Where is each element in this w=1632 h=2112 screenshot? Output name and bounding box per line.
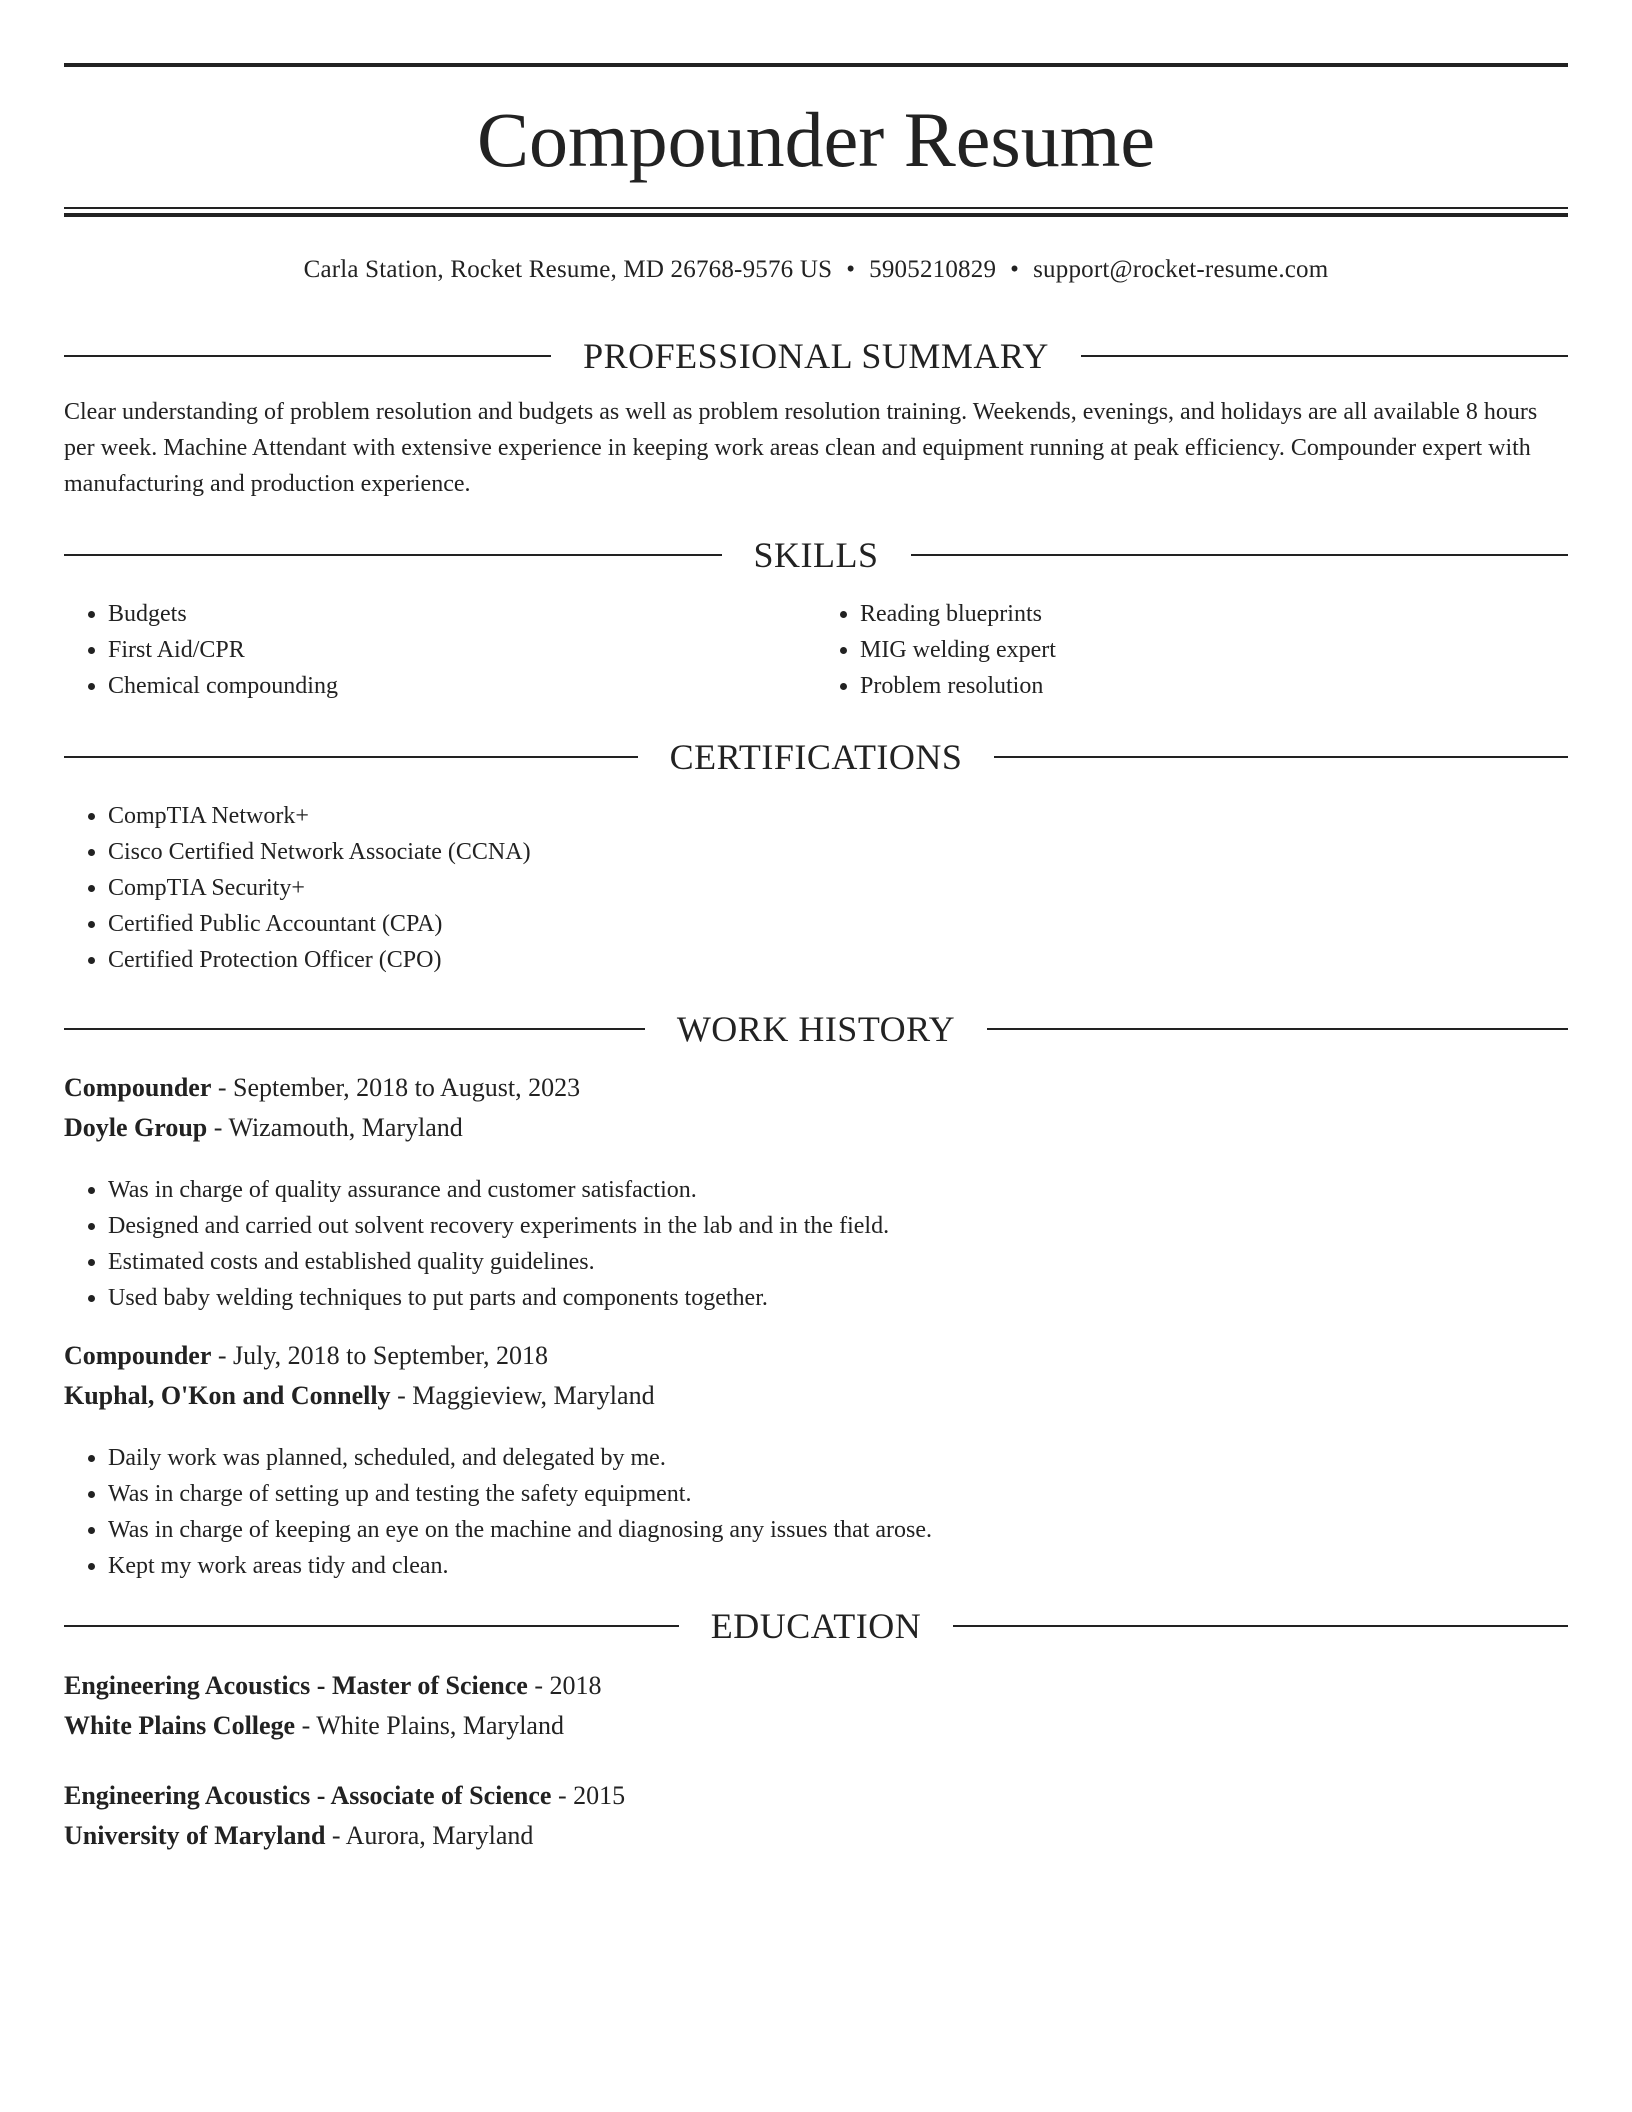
section-title: CERTIFICATIONS [669, 737, 963, 777]
summary-text: Clear understanding of problem resolution and budgets as well as problem resolution training. Weekends, evenings, and holidays are all available 8 hours per week. Machine Attendant with extensive experience in keeping work areas clean and equipment running at peak efficiency. Compounder expert with manufacturing and production experience. [64, 399, 1538, 497]
skills-list-left [64, 596, 816, 704]
job-title-line [64, 1068, 1568, 1108]
job-bullets [64, 1172, 1568, 1316]
job-company: Doyle Group [64, 1113, 208, 1142]
heading-rule-right [987, 1028, 1568, 1030]
education-degree-line [64, 1666, 1568, 1706]
contact-separator: • [846, 256, 856, 283]
section-heading-education [64, 1604, 1568, 1648]
education-entry [64, 1776, 1568, 1856]
education-degree-line [64, 1776, 1568, 1816]
heading-rule-right [911, 554, 1569, 556]
certifications-block [64, 798, 1568, 978]
job-location: - Wizamouth, Maryland [207, 1113, 463, 1142]
job-bullet: • Kept my work areas tidy and clean. [108, 1548, 1568, 1584]
heading-rule-left [64, 554, 722, 556]
job-bullet: • Estimated costs and established quality guidelines. [108, 1244, 1568, 1280]
skills-list-right [816, 596, 1568, 704]
title-double-rule [64, 207, 1568, 217]
contact-email: support@rocket-resume.com [1033, 256, 1329, 283]
section-heading-skills [64, 533, 1568, 577]
job-bullet: • Daily work was planned, scheduled, and delegated by me. [108, 1440, 1568, 1476]
skill-item: • Reading blueprints [860, 596, 1568, 632]
resume-title: Compounder Resume [476, 96, 1156, 183]
certification-item: • CompTIA Security+ [108, 870, 1568, 906]
skill-item: • First Aid/CPR [108, 632, 816, 668]
job-bullets-block [64, 1172, 1568, 1316]
heading-rule-left [64, 355, 551, 357]
section-title: SKILLS [753, 535, 879, 575]
section-heading-summary [64, 334, 1568, 378]
heading-rule-right [1081, 355, 1568, 357]
certification-item: • CompTIA Network+ [108, 798, 1568, 834]
job-dates: - July, 2018 to September, 2018 [211, 1341, 549, 1370]
skills-columns [64, 596, 1568, 704]
job-entry [64, 1068, 1568, 1148]
certification-item: • Certified Public Accountant (CPA) [108, 906, 1568, 942]
education-school: University of Maryland [64, 1821, 326, 1850]
education-school: White Plains College [64, 1711, 296, 1740]
job-title: Compounder [64, 1341, 212, 1370]
top-rule [64, 63, 1568, 67]
skill-item: • Chemical compounding [108, 668, 816, 704]
job-dates: - September, 2018 to August, 2023 [211, 1073, 581, 1102]
section-heading-work-history [64, 1007, 1568, 1051]
job-title: Compounder [64, 1073, 212, 1102]
contact-separator: • [1010, 256, 1020, 283]
job-bullet: • Was in charge of quality assurance and customer satisfaction. [108, 1172, 1568, 1208]
contact-address: Carla Station, Rocket Resume, MD 26768-9576 US [303, 256, 833, 283]
education-entry [64, 1666, 1568, 1746]
skill-item: • Budgets [108, 596, 816, 632]
certifications-list [64, 798, 1568, 978]
education-degree: Engineering Acoustics - Associate of Science [64, 1781, 552, 1810]
job-bullet: • Was in charge of keeping an eye on the machine and diagnosing any issues that arose. [108, 1512, 1568, 1548]
job-entry [64, 1336, 1568, 1416]
education-school-line [64, 1706, 1568, 1746]
section-title: WORK HISTORY [676, 1009, 956, 1049]
job-title-line [64, 1336, 1568, 1376]
education-year: - 2018 [527, 1671, 602, 1700]
education-location: - White Plains, Maryland [295, 1711, 564, 1740]
contact-phone: 5905210829 [869, 256, 997, 283]
heading-rule-left [64, 1028, 645, 1030]
job-bullet: • Designed and carried out solvent recovery experiments in the lab and in the field. [108, 1208, 1568, 1244]
job-company-line [64, 1108, 1568, 1148]
heading-rule-left [64, 756, 638, 758]
job-bullet: • Used baby welding techniques to put parts and components together. [108, 1280, 1568, 1316]
section-heading-certifications [64, 735, 1568, 779]
job-bullets [64, 1440, 1568, 1584]
job-company-line [64, 1376, 1568, 1416]
job-bullets-block [64, 1440, 1568, 1584]
section-title: EDUCATION [710, 1606, 922, 1646]
education-degree: Engineering Acoustics - Master of Science [64, 1671, 528, 1700]
job-location: - Maggieview, Maryland [390, 1381, 655, 1410]
skill-item: • Problem resolution [860, 668, 1568, 704]
heading-rule-right [994, 756, 1568, 758]
section-title: PROFESSIONAL SUMMARY [583, 336, 1049, 376]
education-location: - Aurora, Maryland [325, 1821, 534, 1850]
heading-rule-left [64, 1625, 679, 1627]
heading-rule-right [953, 1625, 1568, 1627]
certification-item: • Certified Protection Officer (CPO) [108, 942, 1568, 978]
job-company: Kuphal, O'Kon and Connelly [64, 1381, 391, 1410]
education-school-line [64, 1816, 1568, 1856]
certification-item: • Cisco Certified Network Associate (CCNA) [108, 834, 1568, 870]
education-year: - 2015 [551, 1781, 626, 1810]
skill-item: • MIG welding expert [860, 632, 1568, 668]
contact-line [64, 252, 1568, 288]
job-bullet: • Was in charge of setting up and testing the safety equipment. [108, 1476, 1568, 1512]
